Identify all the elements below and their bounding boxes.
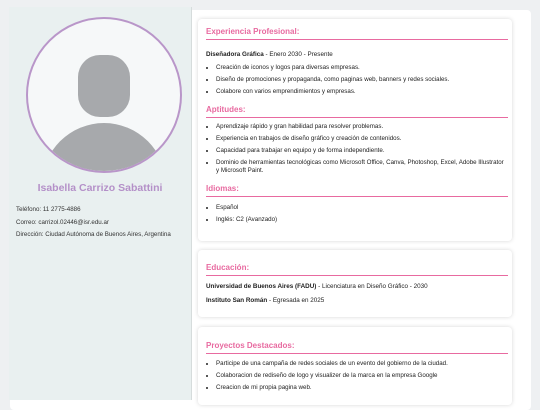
projects-card <box>198 327 512 405</box>
profile-name: Isabella Carrizo Sabattini <box>37 182 163 194</box>
education-entry <box>206 283 506 291</box>
languages-title: Idiomas: <box>206 184 508 197</box>
avatar-head-shape <box>78 55 130 117</box>
experience-card <box>198 19 512 241</box>
education-card <box>198 250 512 317</box>
languages-list <box>206 204 504 228</box>
list-item: • Español <box>216 204 504 212</box>
education-title: Educación: <box>206 263 508 276</box>
education-school: Instituto San Román <box>206 297 268 304</box>
projects-title: Proyectos Destacados: <box>206 341 508 354</box>
experience-list <box>206 64 504 100</box>
list-item: • Diseño de promociones y propaganda, como paginas web, banners y redes sociales. <box>216 76 504 84</box>
experience-role: Diseñadora Gráfica <box>206 51 264 58</box>
avatar-body-shape <box>42 123 166 173</box>
profile-email: Correo: carrizol.02446@isr.edu.ar <box>16 219 109 226</box>
profile-address: Dirección: Ciudad Autónoma de Buenos Aires, Argentina <box>16 231 171 238</box>
education-school: Universidad de Buenos Aires (FADU) <box>206 283 317 290</box>
skills-title: Aptitudes: <box>206 105 508 118</box>
list-item: • Capacidad para trabajar en equipo y de forma independiente. <box>216 147 504 155</box>
profile-sidebar <box>9 7 192 400</box>
list-item: • Experiencia en trabajos de diseño gráfico y creación de contenidos. <box>216 135 504 143</box>
list-item: • Colabore con varios emprendimientos y empresas. <box>216 88 504 96</box>
skills-list <box>206 123 504 179</box>
education-entry <box>206 297 506 305</box>
experience-title: Experiencia Profesional: <box>206 27 508 40</box>
list-item: • Creación de iconos y logos para diversas empresas. <box>216 64 504 72</box>
experience-period: - Enero 2030 - Presente <box>263 51 333 58</box>
list-item: • Participe de una campaña de redes sociales de un evento del gobierno de la ciudad. <box>216 360 504 368</box>
list-item: • Dominio de herramientas tecnológicas como Microsoft Office, Canva, Photoshop, Excel, Adobe Illustrator y Microsoft Paint. <box>216 159 504 175</box>
list-item: • Creacion de mi propia pagina web. <box>216 384 504 392</box>
profile-phone: Teléfono: 11 2775-4886 <box>16 206 81 213</box>
list-item: • Aprendizaje rápido y gran habilidad para resolver problemas. <box>216 123 504 131</box>
avatar <box>26 17 182 173</box>
education-detail: - Licenciatura en Diseño Gráfico - 2030 <box>316 283 428 290</box>
list-item: • Colaboracion de rediseño de logo y visualizer de la marca en la empresa Google <box>216 372 504 380</box>
projects-list <box>206 360 504 396</box>
list-item: • Inglés: C2 (Avanzado) <box>216 216 504 224</box>
experience-role-line <box>206 51 506 59</box>
education-detail: - Egresada en 2025 <box>267 297 325 304</box>
